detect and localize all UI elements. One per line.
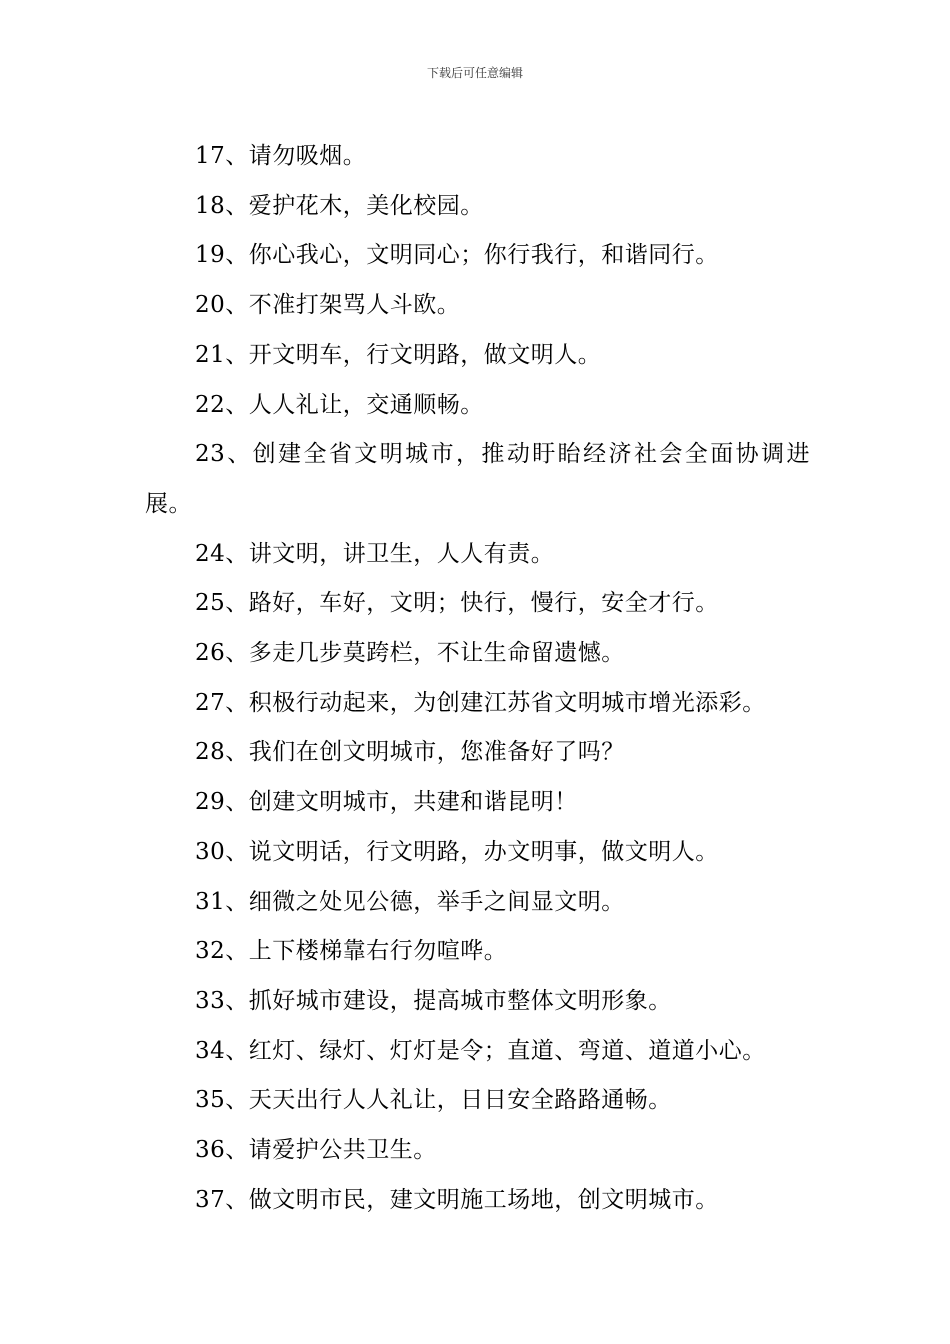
list-item: 20、不准打架骂人斗欧。 [195,292,461,319]
list-item: 33、抓好城市建设，提高城市整体文明形象。 [195,987,672,1014]
list-item: 36、请爱护公共卫生。 [195,1137,437,1164]
list-item: 37、做文明市民，建文明施工场地，创文明城市。 [195,1186,719,1213]
list-item: 23、创建全省文明城市，推动盱眙经济社会全面协调进展。 [145,441,810,517]
list-item: 34、红灯、绿灯、灯灯是令；直道、弯道、道道小心。 [195,1037,766,1064]
list-item: 35、天天出行人人礼让，日日安全路路通畅。 [195,1087,672,1114]
list-item: 29、创建文明城市，共建和谐昆明！ [195,789,578,816]
list-item: 19、你心我心，文明同心；你行我行，和谐同行。 [195,242,719,269]
list-item: 32、上下楼梯靠右行勿喧哗。 [195,938,508,965]
list-item: 31、细微之处见公德，举手之间显文明。 [195,888,625,915]
list-item: 30、说文明话，行文明路，办文明事，做文明人。 [195,838,719,865]
list-item: 22、人人礼让，交通顺畅。 [195,391,484,418]
list-item: 17、请勿吸烟。 [195,143,367,169]
page-header: 下载后可任意编辑 [426,66,523,80]
list-item: 25、路好，车好，文明；快行，慢行，安全才行。 [195,590,719,617]
list-item: 21、开文明车，行文明路，做文明人。 [195,341,602,368]
list-item: 27、积极行动起来，为创建江苏省文明城市增光添彩。 [195,689,766,716]
list-item: 24、讲文明，讲卫生，人人有责。 [195,540,555,567]
slogan-list [145,132,810,1225]
list-item: 26、多走几步莫跨栏，不让生命留遗憾。 [195,640,625,667]
list-item: 28、我们在创文明城市，您准备好了吗？ [195,739,625,766]
list-item: 18、爱护花木，美化校园。 [195,192,484,219]
